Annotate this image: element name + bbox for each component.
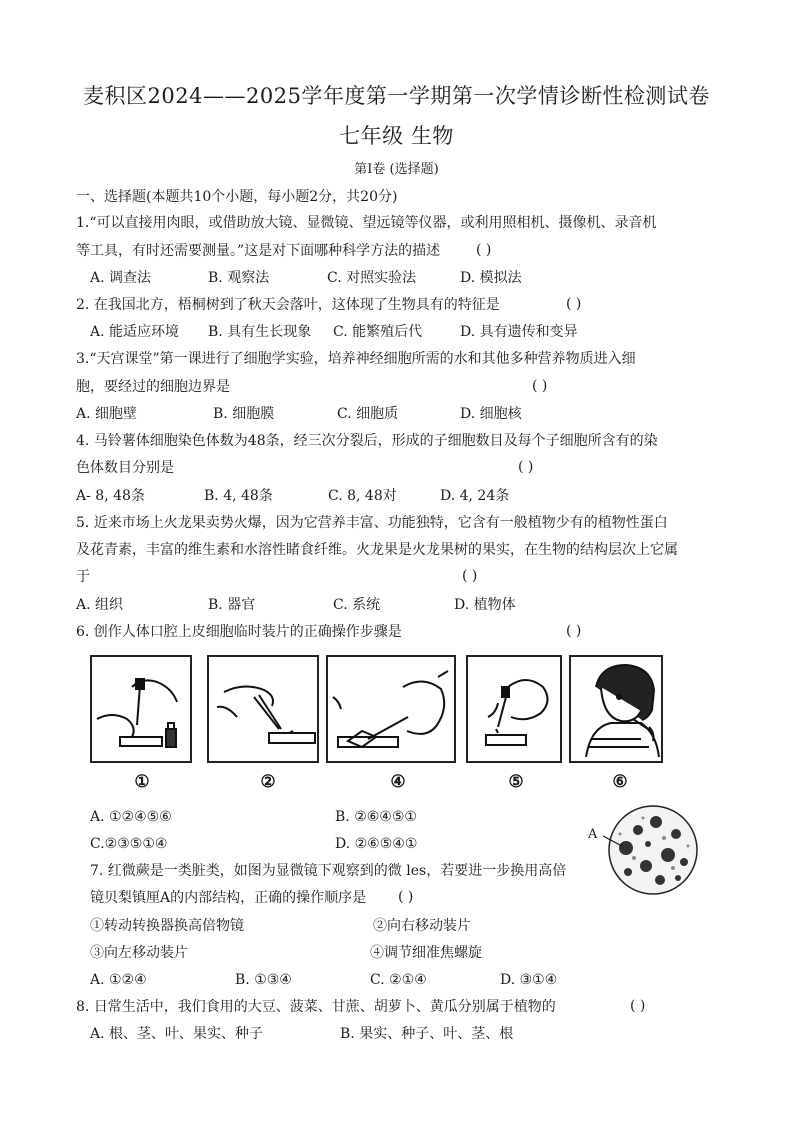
q3-stem-line2: 胞，要经过的细胞边界是	[76, 379, 230, 395]
q6-answer-paren: ( )	[566, 623, 582, 639]
figure-label-4: ④	[390, 772, 406, 792]
q7-stem-line2: 镜贝梨镇厘A的内部结构，正确的操作顺序是	[90, 890, 367, 906]
q3-option-a: A. 细胞壁	[76, 406, 138, 422]
stain-drop-illustration	[468, 657, 560, 761]
forceps-tearing-illustration	[209, 657, 317, 761]
figure-label-1: ①	[134, 772, 150, 792]
q6-option-c: C.②③⑤①④	[90, 836, 168, 852]
q4-option-d: D. 4, 24条	[440, 488, 510, 504]
q3-stem-line1: 3.“天宫课堂”第一课进行了细胞学实验，培养神经细胞所需的水和其他多种营养物质进入细	[76, 351, 636, 367]
q2-option-a: A. 能适应环境	[90, 324, 180, 340]
section-heading: 一、选择题(本题共10个小题，每小题2分，共20分)	[76, 189, 398, 205]
mouth-scraping-illustration	[571, 657, 661, 761]
figure-label-6: ⑥	[612, 772, 628, 792]
q4-stem-line1: 4. 马铃薯体细胞染色体数为48条，经三次分裂后，形成的子细胞数目及每个子细胞所含有的染	[76, 433, 658, 449]
q2-option-d: D. 具有遗传和变异	[460, 324, 578, 340]
q7-step-3: ③向左移动装片	[90, 945, 188, 961]
hand-dropper-slide-illustration	[92, 657, 190, 761]
q2-answer-paren: ( )	[566, 296, 582, 312]
q7-step-2: ②向右移动装片	[373, 918, 471, 934]
q6-option-d: D. ②⑥⑤④①	[335, 836, 418, 852]
volume-label: 第Ⅰ卷 (选择题)	[354, 162, 439, 177]
microscope-view-illustration	[598, 800, 698, 900]
q5-option-a: A. 组织	[76, 597, 124, 613]
grade-subject-title: 七年级 生物	[339, 124, 454, 148]
q8-option-a: A. 根、茎、叶、果实、种子	[90, 1026, 264, 1042]
q5-option-b: B. 器官	[208, 597, 256, 613]
q1-option-d: D. 模拟法	[460, 270, 522, 286]
step-figure-4	[326, 655, 456, 763]
q2-stem: 2. 在我国北方，梧桐树到了秋天会落叶，这体现了生物具有的特征是	[76, 297, 500, 313]
q5-option-c: C. 系统	[333, 597, 381, 613]
q1-stem-line1: 1.“可以直接用肉眼，或借助放大镜、显微镜、望远镜等仪器，或利用照相机、摄像机、录音机	[76, 215, 657, 231]
q1-option-b: B. 观察法	[208, 270, 270, 286]
q7-option-c: C. ②①④	[370, 972, 427, 988]
q7-stem-line1: 7. 红微蕨是一类脏类，如图为显微镜下观察到的微 les，若要进一步换用高倍	[90, 863, 567, 879]
q8-stem: 8. 日常生活中，我们食用的大豆、菠菜、甘蔗、胡萝卜、黄瓜分别属于植物的	[76, 999, 556, 1015]
figure-pointer-label-a: A	[588, 827, 598, 842]
q3-option-b: B. 细胞膜	[213, 406, 275, 422]
q5-answer-paren: ( )	[462, 568, 478, 584]
q5-stem-line3: 于	[76, 569, 90, 585]
coverslip-lowering-illustration	[328, 657, 454, 761]
q7-answer-paren: ( )	[398, 889, 414, 905]
q5-option-d: D. 植物体	[454, 597, 516, 613]
q6-option-b: B. ②⑥④⑤①	[335, 809, 417, 825]
q7-option-a: A. ①②④	[90, 972, 147, 988]
q1-option-c: C. 对照实验法	[327, 270, 417, 286]
q4-option-a: A- 8, 48条	[76, 488, 145, 504]
q4-answer-paren: ( )	[518, 459, 534, 475]
q7-option-d: D. ③①④	[500, 972, 558, 988]
q4-option-c: C. 8, 48对	[328, 488, 397, 504]
exam-title: 麦积区2024——2025学年度第一学期第一次学情诊断性检测试卷	[83, 84, 710, 108]
q6-option-a: A. ①②④⑤⑥	[90, 809, 172, 825]
q4-stem-line2: 色体数目分别是	[76, 460, 174, 476]
q5-stem-line2: 及花青素，丰富的维生素和水溶性睹食纤维。火龙果是火龙果树的果实，在生物的结构层次上它属	[76, 542, 678, 558]
q5-stem-line1: 5. 近来市场上火龙果卖势火爆，因为它营养丰富、功能独特，它含有一般植物少有的植物性蛋白	[76, 515, 668, 531]
q7-step-4: ④调节细准焦螺旋	[370, 945, 482, 961]
figure-label-2: ②	[260, 772, 276, 792]
q3-answer-paren: ( )	[532, 378, 548, 394]
q6-stem: 6. 创作人体口腔上皮细胞临时装片的正确操作步骤是	[76, 624, 402, 640]
step-figure-2	[207, 655, 319, 763]
q8-answer-paren: ( )	[630, 998, 646, 1014]
q4-option-b: B. 4, 48条	[204, 488, 273, 504]
q2-option-b: B. 具有生长现象	[208, 324, 312, 340]
q7-option-b: B. ①③④	[235, 972, 292, 988]
q3-option-d: D. 细胞核	[460, 406, 522, 422]
step-figure-6	[569, 655, 663, 763]
q2-option-c: C. 能繁殖后代	[333, 324, 423, 340]
step-figure-1	[90, 655, 192, 763]
q1-option-a: A. 调查法	[90, 270, 152, 286]
q1-stem-line2: 等工具，有时还需要测量。”这是对下面哪种科学方法的描述	[76, 243, 441, 259]
q3-option-c: C. 细胞质	[337, 406, 399, 422]
step-figure-5	[466, 655, 562, 763]
microscope-field-figure	[598, 800, 698, 900]
figure-label-5: ⑤	[508, 772, 524, 792]
q7-step-1: ①转动转换器换高倍物镜	[90, 918, 244, 934]
q8-option-b: B. 果实、种子、叶、茎、根	[340, 1026, 514, 1042]
q1-answer-paren: ( )	[476, 242, 492, 258]
